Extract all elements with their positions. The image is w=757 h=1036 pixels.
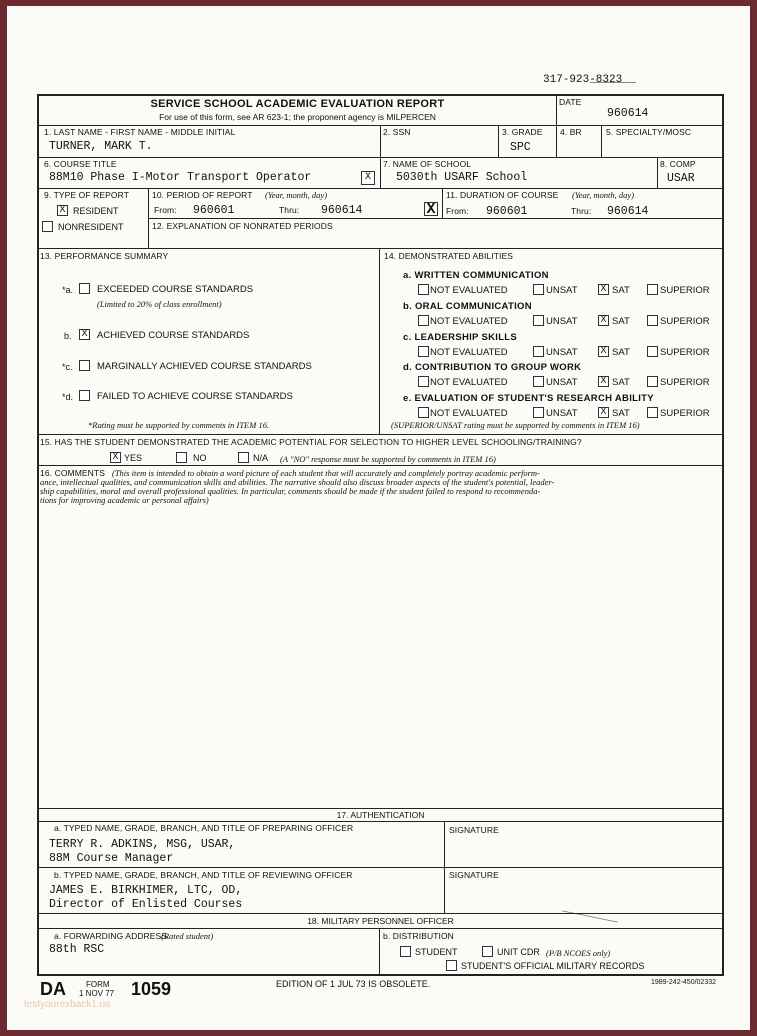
divider bbox=[380, 157, 381, 188]
comments-area[interactable] bbox=[40, 508, 720, 806]
course-title-field[interactable]: 88M10 Phase I-Motor Transport Operator bbox=[49, 171, 312, 184]
ability-title-group-contribution: d. CONTRIBUTION TO GROUP WORK bbox=[403, 362, 582, 373]
ability-group-contribution-not-evaluated-label: NOT EVALUATED bbox=[430, 377, 508, 388]
perf-checkbox-marginal[interactable] bbox=[79, 360, 90, 371]
ability-research-ability-superior-checkbox[interactable] bbox=[647, 407, 658, 418]
period-checkbox[interactable]: X bbox=[424, 202, 438, 216]
nonrated-label: 12. EXPLANATION OF NONRATED PERIODS bbox=[152, 221, 333, 231]
perf-label-achieved: ACHIEVED COURSE STANDARDS bbox=[97, 330, 250, 341]
frame-bottom bbox=[37, 974, 724, 976]
forwarding-address-label: a. FORWARDING ADDRESS bbox=[54, 931, 168, 941]
form-title: SERVICE SCHOOL ACADEMIC EVALUATION REPORT bbox=[150, 98, 445, 110]
perf-limit-note: (Limited to 20% of class enrollment) bbox=[97, 299, 222, 309]
row-line bbox=[148, 218, 724, 219]
reviewing-officer-line2[interactable]: Director of Enlisted Courses bbox=[49, 898, 243, 911]
ability-research-ability-unsat-checkbox[interactable] bbox=[533, 407, 544, 418]
abilities-label: 14. DEMONSTRATED ABILITIES bbox=[384, 251, 514, 261]
ability-oral-communication-superior-label: SUPERIOR bbox=[660, 316, 710, 327]
duration-from-field[interactable]: 960601 bbox=[486, 205, 528, 218]
ability-group-contribution-unsat-checkbox[interactable] bbox=[533, 376, 544, 387]
comments-instructions-4: tions for improving academic or personal affairs) bbox=[40, 495, 209, 505]
course-checkbox[interactable]: X bbox=[361, 171, 375, 185]
period-thru-field[interactable]: 960614 bbox=[321, 204, 363, 217]
ability-written-communication-unsat-label: UNSAT bbox=[546, 285, 578, 296]
period-label: 10. PERIOD OF REPORT bbox=[152, 190, 253, 200]
abilities-footnote: (SUPERIOR/UNSAT rating must be supported by comments in ITEM 16) bbox=[391, 420, 640, 430]
comments-instructions-2: ance, intellectual qualities, and communication skills and abilities. The narrative should also discuss broader aspects of the student's potential, leader- bbox=[40, 477, 555, 487]
reviewing-officer-label: b. TYPED NAME, GRADE, BRANCH, AND TITLE OF REVIEWING OFFICER bbox=[54, 870, 353, 880]
divider bbox=[380, 125, 381, 158]
row-line bbox=[37, 821, 724, 822]
reviewing-officer-line1[interactable]: JAMES E. BIRKHIMER, LTC, OD, bbox=[49, 884, 243, 897]
form-da: DA bbox=[40, 979, 66, 999]
divider bbox=[379, 248, 380, 434]
ability-group-contribution-sat-checkbox[interactable]: X bbox=[598, 376, 609, 387]
potential-no-checkbox[interactable] bbox=[176, 452, 187, 463]
ability-written-communication-sat-label: SAT bbox=[612, 285, 630, 296]
comments-instructions-1: (This item is intended to obtain a word picture of each student that will accurately and completely portray academic perform- bbox=[112, 468, 540, 478]
perf-checkbox-failed[interactable] bbox=[79, 390, 90, 401]
grade-field[interactable]: SPC bbox=[510, 141, 531, 154]
ability-oral-communication-sat-label: SAT bbox=[612, 316, 630, 327]
period-from-field[interactable]: 960601 bbox=[193, 204, 235, 217]
perf-footnote: *Rating must be supported by comments in ITEM 16. bbox=[88, 420, 270, 430]
ability-leadership-skills-sat-label: SAT bbox=[612, 347, 630, 358]
edition-note: EDITION OF 1 JUL 73 IS OBSOLETE. bbox=[276, 979, 431, 989]
frame-right bbox=[722, 94, 724, 975]
ability-written-communication-sat-checkbox[interactable]: X bbox=[598, 284, 609, 295]
perf-checkbox-exceeded[interactable] bbox=[79, 283, 90, 294]
forwarding-address-field[interactable]: 88th RSC bbox=[49, 943, 105, 956]
ability-research-ability-sat-label: SAT bbox=[612, 408, 630, 419]
ability-title-oral-communication: b. ORAL COMMUNICATION bbox=[403, 301, 532, 312]
perf-checkbox-achieved[interactable]: X bbox=[79, 329, 90, 340]
frame-top bbox=[37, 94, 724, 96]
ability-title-leadership-skills: c. LEADERSHIP SKILLS bbox=[403, 332, 518, 343]
ability-research-ability-superior-label: SUPERIOR bbox=[660, 408, 710, 419]
name-label: 1. LAST NAME - FIRST NAME - MIDDLE INITIAL bbox=[44, 127, 236, 137]
potential-note: (A "NO" response must be supported by comments in ITEM 16) bbox=[280, 454, 496, 464]
date-label: DATE bbox=[559, 97, 582, 107]
period-hint: (Year, month, day) bbox=[265, 190, 328, 200]
potential-yes-checkbox[interactable]: X bbox=[110, 452, 121, 463]
ability-research-ability-not-evaluated-label: NOT EVALUATED bbox=[430, 408, 508, 419]
row-line bbox=[37, 913, 724, 914]
strike-line bbox=[590, 82, 636, 83]
period-from-label: From: bbox=[154, 205, 177, 215]
row-line bbox=[37, 434, 724, 435]
frame-left bbox=[37, 94, 39, 975]
form-number: 1059 bbox=[131, 979, 172, 999]
br-label: 4. BR bbox=[560, 127, 582, 137]
ability-oral-communication-unsat-label: UNSAT bbox=[546, 316, 578, 327]
comments-instructions-3: ship capabilities, moral and overall professional qualities. In particular, comments should be made if the student failed to respond to recommenda- bbox=[40, 486, 541, 496]
preparing-signature-label: SIGNATURE bbox=[449, 825, 499, 835]
date-value[interactable]: 960614 bbox=[607, 107, 649, 120]
divider bbox=[601, 125, 602, 158]
comp-field[interactable]: USAR bbox=[667, 172, 695, 185]
row-line bbox=[37, 188, 724, 189]
forwarding-address-hint: (Rated student) bbox=[161, 931, 214, 941]
row-line bbox=[37, 808, 724, 809]
form-date: 1 NOV 77 bbox=[79, 989, 115, 998]
potential-label: 15. HAS THE STUDENT DEMONSTRATED THE ACADEMIC POTENTIAL FOR SELECTION TO HIGHER LEVEL SCHOOLING/TRAINING? bbox=[40, 437, 582, 447]
ability-written-communication-unsat-checkbox[interactable] bbox=[533, 284, 544, 295]
ability-oral-communication-superior-checkbox[interactable] bbox=[647, 315, 658, 326]
duration-hint: (Year, month, day) bbox=[572, 190, 635, 200]
divider bbox=[498, 125, 499, 158]
distribution-unit-cdr-hint: (P/B NCOES only) bbox=[546, 948, 611, 958]
performance-label: 13. PERFORMANCE SUMMARY bbox=[40, 251, 169, 261]
name-field[interactable]: TURNER, MARK T. bbox=[49, 140, 153, 153]
perf-label-exceeded: EXCEEDED COURSE STANDARDS bbox=[97, 284, 254, 295]
ability-leadership-skills-sat-checkbox[interactable]: X bbox=[598, 346, 609, 357]
ability-oral-communication-not-evaluated-label: NOT EVALUATED bbox=[430, 316, 508, 327]
course-title-label: 6. COURSE TITLE bbox=[44, 159, 117, 169]
distribution-records-label: STUDENT'S OFFICIAL MILITARY RECORDS bbox=[461, 961, 645, 971]
military-personnel-label: 18. MILITARY PERSONNEL OFFICER bbox=[307, 916, 454, 926]
perf-prefix-c: *c. bbox=[62, 362, 73, 372]
distribution-label: b. DISTRIBUTION bbox=[383, 931, 454, 941]
ability-written-communication-not-evaluated-label: NOT EVALUATED bbox=[430, 285, 508, 296]
divider bbox=[379, 928, 380, 974]
school-label: 7. NAME OF SCHOOL bbox=[383, 159, 472, 169]
ability-research-ability-sat-checkbox[interactable]: X bbox=[598, 407, 609, 418]
nonresident-checkbox[interactable] bbox=[42, 221, 53, 232]
reviewing-signature-label: SIGNATURE bbox=[449, 870, 499, 880]
divider bbox=[556, 125, 557, 158]
watermark: testyourexback1.us bbox=[24, 999, 111, 1010]
distribution-unit-cdr-label: UNIT CDR bbox=[497, 947, 540, 957]
ability-group-contribution-sat-label: SAT bbox=[612, 377, 630, 388]
form-subtitle: For use of this form, see AR 623-1; the proponent agency is MILPERCEN bbox=[159, 112, 436, 122]
duration-thru-label: Thru: bbox=[571, 206, 592, 216]
potential-yes-label: YES bbox=[124, 453, 143, 463]
ability-leadership-skills-unsat-checkbox[interactable] bbox=[533, 346, 544, 357]
potential-na-label: N/A bbox=[253, 453, 269, 463]
specialty-label: 5. SPECIALTY/MOSC bbox=[606, 127, 692, 137]
report-type-label: 9. TYPE OF REPORT bbox=[44, 190, 129, 200]
row-line bbox=[37, 465, 724, 466]
period-thru-label: Thru: bbox=[279, 205, 300, 215]
ssn-label: 2. SSN bbox=[383, 127, 411, 137]
distribution-unit-cdr-checkbox[interactable] bbox=[482, 946, 493, 957]
perf-label-failed: FAILED TO ACHIEVE COURSE STANDARDS bbox=[97, 391, 293, 402]
duration-from-label: From: bbox=[446, 206, 469, 216]
row-line bbox=[37, 867, 724, 868]
school-field[interactable]: 5030th USARF School bbox=[396, 171, 528, 184]
preparing-officer-label: a. TYPED NAME, GRADE, BRANCH, AND TITLE OF PREPARING OFFICER bbox=[54, 823, 354, 833]
form-word: FORM bbox=[86, 980, 110, 989]
top-number: 317-923-8323 bbox=[543, 74, 623, 86]
authentication-label: 17. AUTHENTICATION bbox=[336, 810, 425, 820]
row-line bbox=[37, 248, 724, 249]
divider bbox=[442, 188, 443, 219]
perf-label-marginal: MARGINALLY ACHIEVED COURSE STANDARDS bbox=[97, 361, 312, 372]
preparing-signature-area[interactable] bbox=[448, 835, 718, 865]
ability-leadership-skills-not-evaluated-label: NOT EVALUATED bbox=[430, 347, 508, 358]
ability-leadership-skills-unsat-label: UNSAT bbox=[546, 347, 578, 358]
nonresident-label: NONRESIDENT bbox=[58, 222, 124, 232]
perf-prefix-a: *a. bbox=[62, 285, 74, 295]
resident-checkbox[interactable]: X bbox=[57, 205, 68, 216]
perf-prefix-b: b. bbox=[64, 331, 72, 341]
divider bbox=[657, 157, 658, 188]
ability-title-research-ability: e. EVALUATION OF STUDENT'S RESEARCH ABILITY bbox=[403, 393, 654, 404]
ability-oral-communication-unsat-checkbox[interactable] bbox=[533, 315, 544, 326]
ability-leadership-skills-not-evaluated-checkbox[interactable] bbox=[418, 346, 429, 357]
distribution-records-checkbox[interactable] bbox=[446, 960, 457, 971]
ability-oral-communication-not-evaluated-checkbox[interactable] bbox=[418, 315, 429, 326]
ability-group-contribution-unsat-label: UNSAT bbox=[546, 377, 578, 388]
ability-research-ability-unsat-label: UNSAT bbox=[546, 408, 578, 419]
preparing-officer-line1[interactable]: TERRY R. ADKINS, MSG, USAR, bbox=[49, 838, 236, 851]
ability-group-contribution-not-evaluated-checkbox[interactable] bbox=[418, 376, 429, 387]
distribution-student-checkbox[interactable] bbox=[400, 946, 411, 957]
potential-no-label: NO bbox=[193, 453, 207, 463]
ability-oral-communication-sat-checkbox[interactable]: X bbox=[598, 315, 609, 326]
ability-written-communication-superior-checkbox[interactable] bbox=[647, 284, 658, 295]
divider bbox=[556, 94, 557, 126]
comments-label: 16. COMMENTS bbox=[40, 468, 105, 478]
resident-label: RESIDENT bbox=[73, 206, 119, 216]
ability-leadership-skills-superior-checkbox[interactable] bbox=[647, 346, 658, 357]
duration-thru-field[interactable]: 960614 bbox=[607, 205, 649, 218]
ability-group-contribution-superior-checkbox[interactable] bbox=[647, 376, 658, 387]
potential-na-checkbox[interactable] bbox=[238, 452, 249, 463]
perf-prefix-d: *d. bbox=[62, 392, 74, 402]
comp-label: 8. COMP bbox=[660, 159, 696, 169]
print-code: 1989-242-450/02332 bbox=[651, 979, 717, 986]
ability-title-written-communication: a. WRITTEN COMMUNICATION bbox=[403, 270, 549, 281]
row-line bbox=[37, 928, 724, 929]
ability-leadership-skills-superior-label: SUPERIOR bbox=[660, 347, 710, 358]
preparing-officer-line2[interactable]: 88M Course Manager bbox=[49, 852, 174, 865]
ability-research-ability-not-evaluated-checkbox[interactable] bbox=[418, 407, 429, 418]
ability-group-contribution-superior-label: SUPERIOR bbox=[660, 377, 710, 388]
ability-written-communication-superior-label: SUPERIOR bbox=[660, 285, 710, 296]
ability-written-communication-not-evaluated-checkbox[interactable] bbox=[418, 284, 429, 295]
duration-label: 11. DURATION OF COURSE bbox=[446, 190, 559, 200]
grade-label: 3. GRADE bbox=[502, 127, 543, 137]
distribution-student-label: STUDENT bbox=[415, 947, 458, 957]
